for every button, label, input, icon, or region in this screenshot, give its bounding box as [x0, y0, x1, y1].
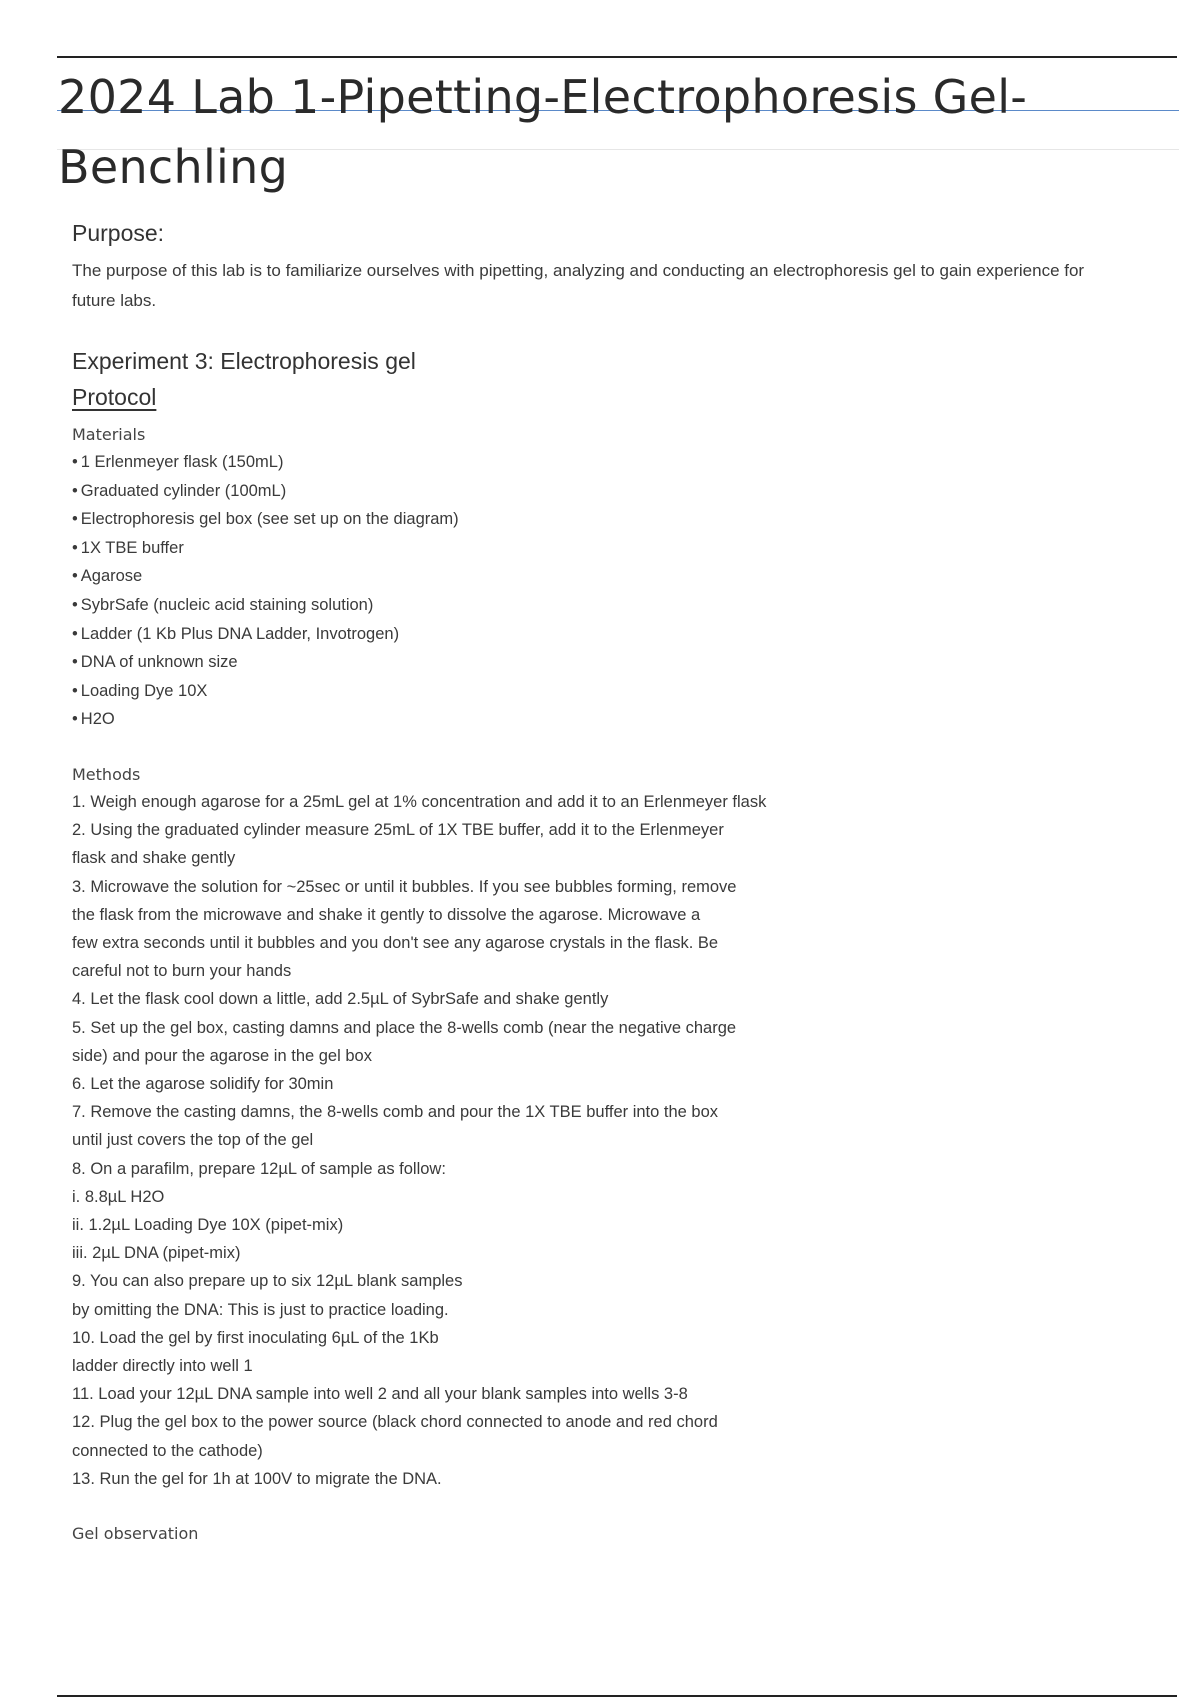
method-line: 7. Remove the casting damns, the 8-wells comb and pour the 1X TBE buffer into the box [72, 1103, 719, 1122]
material-item: • Electrophoresis gel box (see set up on the diagram) [72, 505, 1152, 534]
top-rule [57, 56, 1177, 58]
material-item: • H2O [72, 705, 1152, 734]
material-item: • Graduated cylinder (100mL) [72, 477, 1152, 506]
method-line: connected to the cathode) [72, 1441, 263, 1460]
material-item: • 1 Erlenmeyer flask (150mL) [72, 448, 1152, 477]
method-line: ii. 1.2µL Loading Dye 10X (pipet-mix) [72, 1215, 344, 1234]
method-line: few extra seconds until it bubbles and you don't see any agarose crystals in the flask. Be [72, 933, 719, 952]
method-line: careful not to burn your hands [72, 962, 292, 981]
methods-label: Methods [72, 764, 141, 784]
gel-observation-label: Gel observation [72, 1524, 199, 1544]
experiment-heading: Experiment 3: Electrophoresis gel [72, 348, 416, 374]
purpose-heading: Purpose: [72, 220, 165, 246]
method-line: side) and pour the agarose in the gel box [72, 1046, 372, 1065]
method-line: until just covers the top of the gel [72, 1131, 314, 1150]
method-line: 9. You can also prepare up to six 12µL blank samples [72, 1272, 463, 1291]
bottom-rule [57, 1695, 1177, 1697]
method-line: 11. Load your 12µL DNA sample into well 2 and all your blank samples into wells 3-8 [72, 1385, 688, 1404]
method-line: 2. Using the graduated cylinder measure 25mL of 1X TBE buffer, add it to the Erlenmeyer [72, 821, 724, 840]
method-line: flask and shake gently [72, 849, 236, 868]
method-line: iii. 2µL DNA (pipet-mix) [72, 1244, 241, 1263]
purpose-text: The purpose of this lab is to familiarize ourselves with pipetting, analyzing and conducting an electrophoresis gel to gain experience for future labs. [72, 261, 1085, 310]
material-item: • 1X TBE buffer [72, 534, 1152, 563]
material-item: • Ladder (1 Kb Plus DNA Ladder, Invotrogen) [72, 620, 1152, 649]
material-item: • Loading Dye 10X [72, 677, 1152, 706]
method-line: i. 8.8µL H2O [72, 1187, 165, 1206]
method-line: 6. Let the agarose solidify for 30min [72, 1074, 334, 1093]
material-item: • DNA of unknown size [72, 648, 1152, 677]
method-line: by omitting the DNA: This is just to practice loading. [72, 1300, 449, 1319]
method-line: 10. Load the gel by first inoculating 6µL of the 1Kb [72, 1328, 439, 1347]
document-body [72, 218, 1152, 1547]
method-line: 13. Run the gel for 1h at 100V to migrate the DNA. [72, 1469, 442, 1488]
method-line: the flask from the microwave and shake it gently to dissolve the agarose. Microwave a [72, 905, 701, 924]
method-line: 8. On a parafilm, prepare 12µL of sample as follow: [72, 1159, 446, 1178]
method-line: 12. Plug the gel box to the power source (black chord connected to anode and red chord [72, 1413, 718, 1432]
materials-label: Materials [72, 425, 146, 444]
method-line: 1. Weigh enough agarose for a 25mL gel at 1% concentration and add it to an Erlenmeyer flask [72, 792, 767, 811]
material-item: • Agarose [72, 562, 1152, 591]
materials-list [72, 448, 1152, 734]
protocol-heading: Protocol [72, 384, 157, 410]
methods-section [72, 762, 1152, 1493]
material-item: • SybrSafe (nucleic acid staining solution) [72, 591, 1152, 620]
method-line: 3. Microwave the solution for ~25sec or until it bubbles. If you see bubbles forming, remove [72, 877, 737, 896]
method-line: 5. Set up the gel box, casting damns and place the 8-wells comb (near the negative charge [72, 1018, 737, 1037]
method-line: ladder directly into well 1 [72, 1357, 253, 1375]
page-title: 2024 Lab 1-Pipetting-Electrophoresis Gel-Benchling [58, 70, 1028, 194]
method-line: 4. Let the flask cool down a little, add 2.5µL of SybrSafe and shake gently [72, 990, 609, 1009]
